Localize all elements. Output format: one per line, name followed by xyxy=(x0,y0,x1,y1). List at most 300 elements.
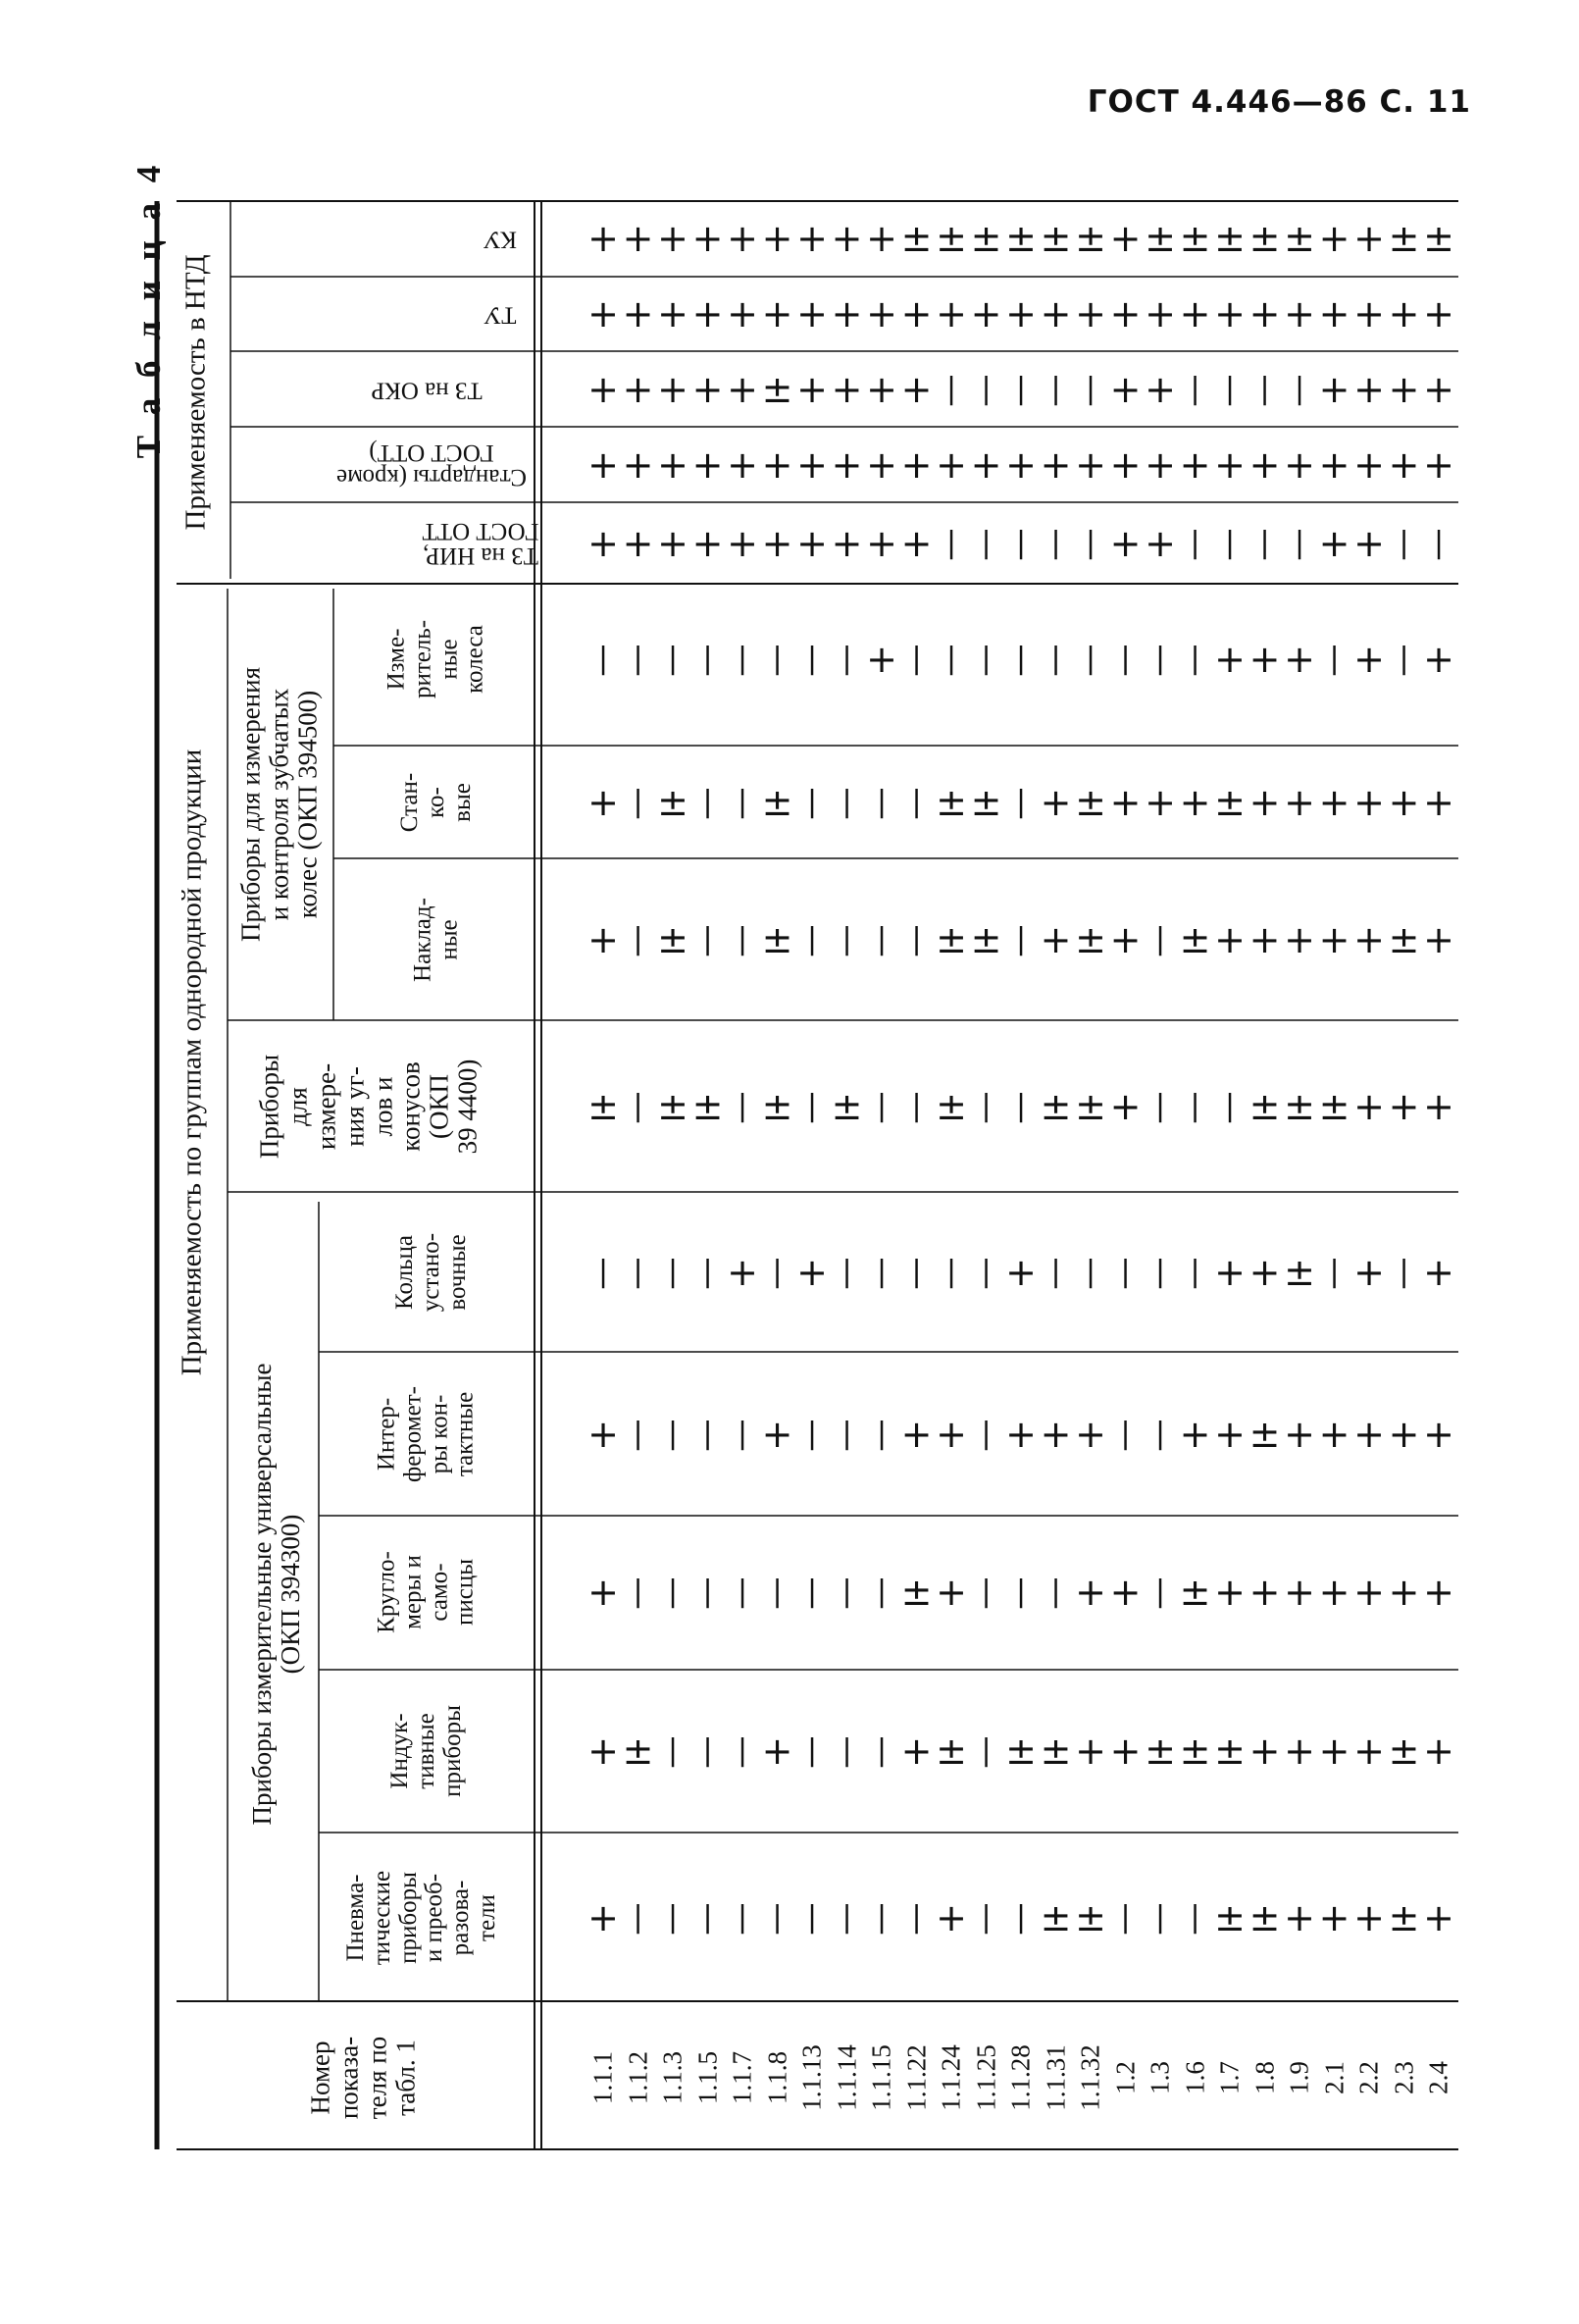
cell-mark: + xyxy=(587,443,619,487)
cell-mark: + xyxy=(831,522,863,565)
row-number: 1.1.24 xyxy=(936,2044,966,2111)
col-header-ku: КУ xyxy=(484,226,517,253)
cell-mark: | xyxy=(911,1900,922,1935)
cell-mark: ± xyxy=(1388,1896,1420,1939)
cell-mark: | xyxy=(876,1255,888,1289)
cell-mark: + xyxy=(587,292,619,336)
cell-mark: | xyxy=(841,1575,852,1609)
cell-mark: + xyxy=(1145,368,1176,411)
cell-mark: | xyxy=(911,1255,922,1289)
cell-mark: | xyxy=(633,1089,643,1123)
cell-mark: | xyxy=(1224,1089,1236,1123)
cell-mark: ± xyxy=(587,1085,619,1128)
cell-mark: + xyxy=(1179,292,1211,336)
cell-mark: | xyxy=(1050,372,1061,406)
cell-mark: + xyxy=(1423,292,1454,336)
row-number: 1.6 xyxy=(1180,2061,1209,2094)
cell-mark: | xyxy=(702,785,713,819)
cell-mark: + xyxy=(1248,638,1281,681)
cell-mark: ± xyxy=(1075,781,1106,824)
cell-mark: | xyxy=(806,922,818,956)
cell-mark: | xyxy=(1085,1255,1096,1289)
cell-mark: ± xyxy=(936,781,967,824)
cell-mark: + xyxy=(1109,781,1142,824)
header-ntd-applicability: Применяемость в НТД xyxy=(179,254,212,531)
cell-mark: | xyxy=(1190,1255,1200,1289)
cell-mark: + xyxy=(587,1896,619,1939)
cell-mark: | xyxy=(1399,526,1409,560)
row-number: 1.1.8 xyxy=(762,2051,791,2104)
cell-mark: + xyxy=(900,368,933,411)
cell-mark: ± xyxy=(1075,918,1106,961)
cell-mark: ± xyxy=(761,918,793,961)
cell-mark: + xyxy=(900,1413,933,1456)
cell-mark: | xyxy=(911,922,922,956)
cell-mark: + xyxy=(1318,781,1350,824)
cell-mark: + xyxy=(1040,292,1072,336)
cell-mark: + xyxy=(622,217,654,260)
cell-mark: + xyxy=(1353,1413,1385,1456)
cell-mark: + xyxy=(657,522,688,565)
row-number: 1.1.2 xyxy=(623,2051,652,2104)
cell-mark: + xyxy=(1318,443,1350,487)
cell-mark: + xyxy=(1179,1413,1211,1456)
cell-mark: + xyxy=(761,1413,793,1456)
cell-mark: | xyxy=(1259,526,1270,560)
cell-mark: + xyxy=(1353,781,1385,824)
col-header-interferometers: Интер- феромет- ры кон- тактные xyxy=(373,1386,479,1482)
cell-mark: + xyxy=(587,918,619,961)
cell-mark: | xyxy=(1015,1575,1027,1609)
cell-mark: | xyxy=(702,1417,713,1451)
cell-mark: | xyxy=(1154,1417,1166,1451)
cell-mark: + xyxy=(1248,1251,1281,1294)
cell-mark: + xyxy=(796,217,828,260)
cell-mark: | xyxy=(806,642,818,676)
cell-mark: + xyxy=(1109,522,1142,565)
cell-mark: + xyxy=(936,292,967,336)
cell-mark: ± xyxy=(831,1085,863,1128)
col-header-inductive: Индук- тивные приборы xyxy=(385,1705,466,1797)
cell-mark: | xyxy=(1154,1255,1166,1289)
cell-mark: + xyxy=(1353,368,1385,411)
row-number: 1.1.28 xyxy=(1005,2044,1036,2111)
cell-mark: + xyxy=(657,217,688,260)
cell-mark: | xyxy=(911,785,922,819)
cell-mark: + xyxy=(1214,292,1246,336)
cell-mark: | xyxy=(1259,372,1270,406)
row-number: 1.7 xyxy=(1214,2061,1245,2094)
cell-mark: + xyxy=(1248,918,1281,961)
cell-mark: + xyxy=(1353,1896,1385,1939)
cell-mark: + xyxy=(761,292,793,336)
cell-mark: + xyxy=(1075,292,1106,336)
cell-mark: | xyxy=(876,1089,888,1123)
cell-mark: + xyxy=(1423,1085,1454,1128)
cell-mark: + xyxy=(1248,292,1281,336)
cell-mark: | xyxy=(737,1417,748,1451)
col-header-tu: ТУ xyxy=(484,301,517,329)
cell-mark: | xyxy=(1154,1900,1166,1935)
cell-mark: + xyxy=(761,1730,793,1773)
cell-mark: + xyxy=(1075,1413,1106,1456)
header-gear-instruments: Приборы для измерения и контроля зубчатых колес (ОКП 394500) xyxy=(235,666,323,943)
cell-mark: + xyxy=(1075,1571,1106,1614)
cell-mark: + xyxy=(866,522,897,565)
cell-mark: ± xyxy=(1388,217,1420,260)
cell-mark: + xyxy=(1353,918,1385,961)
cell-mark: + xyxy=(1353,217,1385,260)
cell-mark: | xyxy=(1015,785,1027,819)
cell-mark: + xyxy=(1284,918,1315,961)
cell-mark: | xyxy=(597,642,609,676)
row-number: 1.1.22 xyxy=(901,2044,931,2111)
cell-mark: | xyxy=(772,1900,783,1935)
cell-mark: | xyxy=(981,526,992,560)
cell-mark: ± xyxy=(936,918,967,961)
cell-mark: ± xyxy=(1214,781,1246,824)
cell-mark: | xyxy=(876,922,888,956)
cell-mark: + xyxy=(587,1730,619,1773)
cell-mark: + xyxy=(727,443,758,487)
row-number: 1.1.5 xyxy=(692,2051,722,2104)
cell-mark: | xyxy=(841,642,852,676)
cell-mark: + xyxy=(1423,918,1454,961)
cell-mark: + xyxy=(1423,638,1454,681)
cell-mark: + xyxy=(1109,217,1142,260)
row-number: 1.2 xyxy=(1110,2061,1140,2094)
cell-mark: | xyxy=(945,526,957,560)
cell-mark: | xyxy=(981,372,992,406)
cell-mark: | xyxy=(806,1417,818,1451)
cell-mark: | xyxy=(841,922,852,956)
cell-mark: + xyxy=(1423,368,1454,411)
cell-mark: | xyxy=(806,785,818,819)
cell-mark: | xyxy=(702,1733,713,1768)
cell-mark: ± xyxy=(1040,217,1072,260)
cell-mark: + xyxy=(1214,638,1246,681)
cell-mark: + xyxy=(936,1896,967,1939)
col-header-roundness: Кругло- меры и само- писцы xyxy=(373,1551,479,1633)
cell-mark: ± xyxy=(1179,1730,1211,1773)
cell-mark: + xyxy=(1109,918,1142,961)
cell-mark: + xyxy=(587,368,619,411)
cell-mark: | xyxy=(772,1255,783,1289)
cell-mark: + xyxy=(1353,1730,1385,1773)
cell-mark: + xyxy=(831,292,863,336)
cell-mark: ± xyxy=(1284,1251,1315,1294)
cell-mark: ± xyxy=(1145,1730,1176,1773)
cell-mark: + xyxy=(900,443,933,487)
cell-mark: + xyxy=(936,443,967,487)
cell-mark: | xyxy=(981,642,992,676)
cell-mark: + xyxy=(1179,443,1211,487)
cell-mark: + xyxy=(900,522,933,565)
cell-mark: | xyxy=(1015,642,1027,676)
cell-mark: | xyxy=(981,1575,992,1609)
cell-mark: | xyxy=(1190,1089,1200,1123)
cell-mark: | xyxy=(1294,526,1305,560)
cell-mark: + xyxy=(1214,1251,1246,1294)
cell-mark: + xyxy=(1145,522,1176,565)
cell-mark: | xyxy=(1224,372,1236,406)
cell-mark: | xyxy=(1399,1255,1409,1289)
cell-mark: | xyxy=(702,1255,713,1289)
cell-mark: + xyxy=(866,217,897,260)
cell-mark: + xyxy=(866,443,897,487)
cell-mark: | xyxy=(633,1900,643,1935)
cell-mark: | xyxy=(945,372,957,406)
cell-mark: + xyxy=(727,368,758,411)
cell-mark: | xyxy=(1433,526,1445,560)
cell-mark: | xyxy=(1120,1900,1131,1935)
cell-mark: + xyxy=(657,368,688,411)
cell-mark: + xyxy=(1075,1730,1106,1773)
cell-mark: + xyxy=(761,217,793,260)
cell-mark: + xyxy=(796,522,828,565)
cell-mark: + xyxy=(1388,292,1420,336)
cell-mark: | xyxy=(841,1417,852,1451)
cell-mark: + xyxy=(691,443,724,487)
cell-mark: + xyxy=(1109,292,1142,336)
cell-mark: ± xyxy=(1179,217,1211,260)
cell-mark: ± xyxy=(657,1085,688,1128)
row-number: 1.9 xyxy=(1284,2061,1314,2094)
cell-mark: + xyxy=(1423,1251,1454,1294)
col-header-tz-nir: ТЗ на НИР, ГОСТ ОТТ xyxy=(422,518,539,569)
cell-mark: + xyxy=(1423,1730,1454,1773)
cell-mark: | xyxy=(876,1733,888,1768)
cell-mark: + xyxy=(1005,443,1037,487)
col-header-setting-rings: Кольца устано- вочные xyxy=(390,1232,471,1313)
cell-mark: + xyxy=(1005,1413,1037,1456)
cell-mark: | xyxy=(1154,1575,1166,1609)
cell-mark: | xyxy=(667,1255,679,1289)
cell-mark: | xyxy=(1224,526,1236,560)
cell-mark: + xyxy=(587,522,619,565)
cell-mark: + xyxy=(866,638,897,681)
cell-mark: | xyxy=(1015,1900,1027,1935)
cell-mark: ± xyxy=(1214,1896,1246,1939)
cell-mark: ± xyxy=(1075,217,1106,260)
cell-mark: | xyxy=(981,1733,992,1768)
cell-mark: | xyxy=(841,1733,852,1768)
cell-mark: | xyxy=(1154,1089,1166,1123)
cell-mark: | xyxy=(1190,1900,1200,1935)
cell-mark: + xyxy=(900,292,933,336)
cell-mark: + xyxy=(1248,1571,1281,1614)
cell-mark: + xyxy=(831,443,863,487)
cell-mark: + xyxy=(1318,292,1350,336)
cell-mark: | xyxy=(1015,372,1027,406)
cell-mark: ± xyxy=(936,217,967,260)
cell-mark: | xyxy=(1085,642,1096,676)
cell-mark: + xyxy=(727,522,758,565)
col-header-bench: Стан- ко- вые xyxy=(395,772,476,833)
cell-mark: + xyxy=(1423,1571,1454,1614)
cell-mark: ± xyxy=(657,781,688,824)
cell-mark: | xyxy=(737,785,748,819)
cell-mark: + xyxy=(761,522,793,565)
cell-mark: + xyxy=(1284,1571,1315,1614)
cell-mark: | xyxy=(772,642,783,676)
cell-mark: | xyxy=(876,1575,888,1609)
row-number: 1.1.3 xyxy=(657,2051,688,2104)
cell-mark: ± xyxy=(1214,217,1246,260)
cell-mark: + xyxy=(1179,781,1211,824)
cell-mark: | xyxy=(737,642,748,676)
cell-mark: + xyxy=(796,292,828,336)
cell-mark: ± xyxy=(1075,1896,1106,1939)
row-number: 1.1.15 xyxy=(866,2044,896,2111)
cell-mark: | xyxy=(1015,922,1027,956)
cell-mark: | xyxy=(806,1733,818,1768)
cell-mark: ± xyxy=(936,1730,967,1773)
cell-mark: + xyxy=(1284,1896,1315,1939)
cell-mark: ± xyxy=(761,781,793,824)
cell-mark: | xyxy=(667,1733,679,1768)
cell-mark: + xyxy=(1284,781,1315,824)
cell-mark: ± xyxy=(900,1571,933,1614)
cell-mark: + xyxy=(1109,1571,1142,1614)
cell-mark: | xyxy=(702,1575,713,1609)
cell-mark: ± xyxy=(970,918,1002,961)
cell-mark: | xyxy=(667,1900,679,1935)
cell-mark: ± xyxy=(657,918,688,961)
cell-mark: | xyxy=(876,1900,888,1935)
cell-mark: + xyxy=(1109,1085,1142,1128)
cell-mark: | xyxy=(1050,1575,1061,1609)
cell-mark: + xyxy=(970,443,1002,487)
cell-mark: + xyxy=(831,368,863,411)
cell-mark: + xyxy=(796,1251,828,1294)
cell-mark: + xyxy=(1284,443,1315,487)
cell-mark: + xyxy=(1075,443,1106,487)
cell-mark: + xyxy=(970,292,1002,336)
col-header-overlay: Наклад- ные xyxy=(409,898,462,982)
cell-mark: ± xyxy=(1248,217,1281,260)
cell-mark: + xyxy=(761,443,793,487)
cell-mark: + xyxy=(796,443,828,487)
cell-mark: | xyxy=(981,1900,992,1935)
page-header: ГОСТ 4.446—86 С. 11 xyxy=(1087,84,1471,120)
cell-mark: + xyxy=(1318,217,1350,260)
cell-mark: + xyxy=(1040,1413,1072,1456)
cell-mark: ± xyxy=(1040,1085,1072,1128)
cell-mark: ± xyxy=(622,1730,654,1773)
cell-mark: + xyxy=(587,781,619,824)
cell-mark: + xyxy=(1353,443,1385,487)
cell-mark: | xyxy=(841,1255,852,1289)
cell-mark: | xyxy=(702,922,713,956)
cell-mark: | xyxy=(1120,1417,1131,1451)
cell-mark: ± xyxy=(1318,1085,1350,1128)
cell-mark: | xyxy=(981,1089,992,1123)
cell-mark: | xyxy=(1120,1255,1131,1289)
cell-mark: + xyxy=(1318,522,1350,565)
cell-mark: | xyxy=(633,1417,643,1451)
cell-mark: + xyxy=(587,1571,619,1614)
row-number: 2.3 xyxy=(1389,2061,1418,2094)
row-number: 1.3 xyxy=(1145,2061,1175,2094)
row-number: 1.1.1 xyxy=(587,2051,618,2104)
cell-mark: | xyxy=(945,1255,957,1289)
cell-mark: | xyxy=(1050,1255,1061,1289)
row-number: 2.2 xyxy=(1353,2061,1384,2094)
cell-mark: | xyxy=(1190,642,1200,676)
cell-mark: ± xyxy=(1040,1730,1072,1773)
cell-mark: + xyxy=(1214,443,1246,487)
cell-mark: | xyxy=(1154,922,1166,956)
cell-mark: | xyxy=(911,642,922,676)
cell-mark: ± xyxy=(1145,217,1176,260)
cell-mark: + xyxy=(1005,1251,1037,1294)
cell-mark: + xyxy=(1248,443,1281,487)
row-number: 1.8 xyxy=(1249,2061,1279,2094)
cell-mark: + xyxy=(1388,1571,1420,1614)
row-number: 1.1.7 xyxy=(727,2051,757,2104)
cell-mark: | xyxy=(1085,526,1096,560)
cell-mark: + xyxy=(1423,1413,1454,1456)
cell-mark: + xyxy=(1248,781,1281,824)
cell-mark: | xyxy=(806,1575,818,1609)
cell-mark: ± xyxy=(1075,1085,1106,1128)
cell-mark: ± xyxy=(1040,1896,1072,1939)
cell-mark: + xyxy=(1040,443,1072,487)
cell-mark: | xyxy=(1015,1089,1027,1123)
cell-mark: | xyxy=(597,1255,609,1289)
row-number: 1.1.25 xyxy=(971,2044,1000,2111)
cell-mark: | xyxy=(1120,642,1131,676)
cell-mark: | xyxy=(841,1900,852,1935)
cell-mark: + xyxy=(587,217,619,260)
cell-mark: + xyxy=(1214,1413,1246,1456)
cell-mark: + xyxy=(1284,638,1315,681)
cell-mark: + xyxy=(587,1413,619,1456)
cell-mark: ± xyxy=(936,1085,967,1128)
cell-mark: | xyxy=(702,1900,713,1935)
cell-mark: + xyxy=(1388,368,1420,411)
cell-mark: + xyxy=(1318,1730,1350,1773)
cell-mark: ± xyxy=(1179,918,1211,961)
cell-mark: ± xyxy=(900,217,933,260)
col-header-pneumatic: Пневма- тические приборы и преоб- разова- тели xyxy=(341,1870,500,1966)
cell-mark: ± xyxy=(1388,918,1420,961)
cell-mark: | xyxy=(1050,642,1061,676)
cell-mark: + xyxy=(622,368,654,411)
cell-mark: + xyxy=(1214,918,1246,961)
cell-mark: | xyxy=(667,642,679,676)
cell-mark: + xyxy=(1423,1896,1454,1939)
cell-mark: | xyxy=(1190,372,1200,406)
cell-mark: ± xyxy=(1284,1085,1315,1128)
col-header-standards: Стандарты (кроме ГОСТ ОТТ) xyxy=(336,439,527,491)
cell-mark: | xyxy=(1015,526,1027,560)
cell-mark: + xyxy=(691,217,724,260)
cell-mark: + xyxy=(831,217,863,260)
cell-mark: | xyxy=(1329,1255,1340,1289)
header-angle-instruments: Приборы для измере- ния уг- лов и конусов (ОКП 39 4400) xyxy=(254,1054,483,1160)
cell-mark: | xyxy=(1294,372,1305,406)
cell-mark: | xyxy=(772,1575,783,1609)
cell-mark: | xyxy=(1399,642,1409,676)
cell-mark: + xyxy=(1318,918,1350,961)
cell-mark: | xyxy=(737,1089,748,1123)
cell-mark: ± xyxy=(761,368,793,411)
cell-mark: + xyxy=(691,292,724,336)
cell-mark: ± xyxy=(1248,1896,1281,1939)
cell-mark: | xyxy=(633,642,643,676)
